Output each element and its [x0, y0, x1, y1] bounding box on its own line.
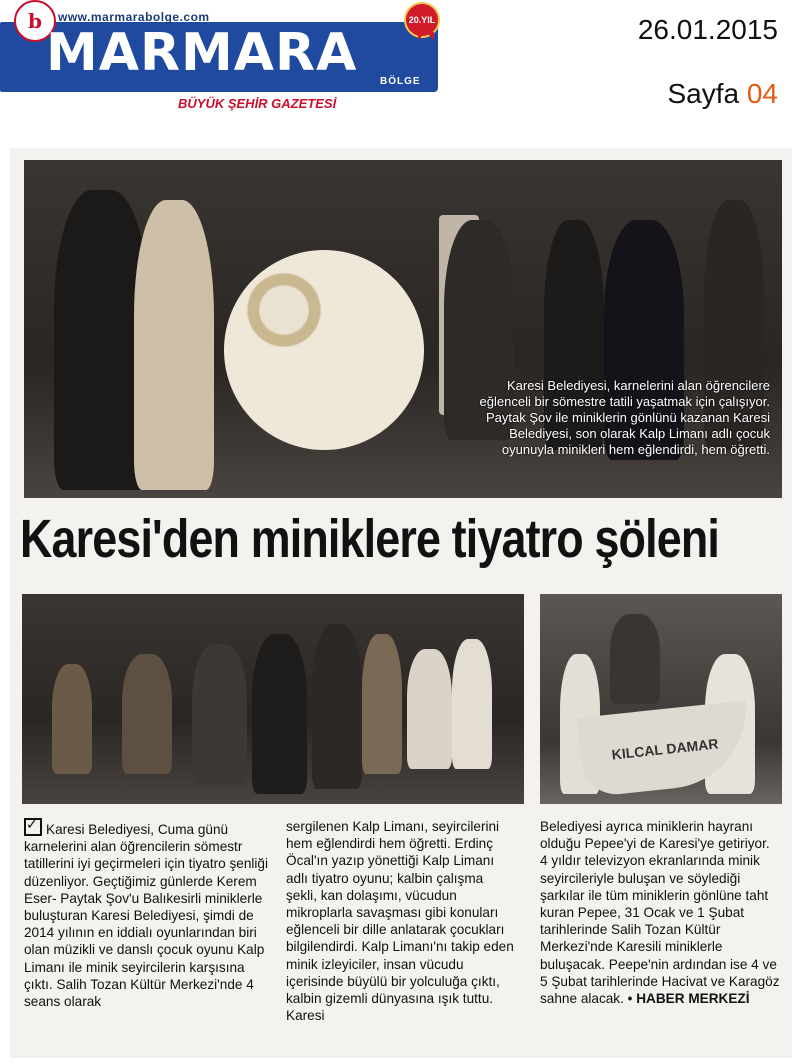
- boat-label: KILCAL DAMAR: [610, 735, 720, 763]
- actor-figure: [252, 634, 307, 794]
- article-column-3: [540, 818, 780, 1007]
- actor-figure: [452, 639, 492, 769]
- column-2-text: sergilenen Kalp Limanı, seyircilerini hem eğlendirdi hem öğretti. Erdinç Öcal'ın yazıp yönettiği Kalp Limanı adlı tiyatro oyunu; kalbin çalışma şekli, kan dolaşımı, vücudun mikroplarla savaşması gibi konuları eğlenceli bir dille anlatarak çocukları bilgilendirdi. Kalp Limanı'nı takip eden minik izleyiciler, insan vücudu içerisinde büyülü bir yolculuğa çıktı, kalbin gizemli dünyasına ışık tuttu. Karesi: [286, 819, 514, 1024]
- publication-date: 26.01.2015: [637, 14, 778, 45]
- newspaper-masthead: [0, 0, 440, 118]
- actor-figure: [610, 614, 660, 704]
- article-column-2: [286, 818, 516, 1024]
- masthead-title: MARMARA: [46, 23, 358, 83]
- bottom-left-stage-photo: [22, 594, 524, 804]
- article-headline: Karesi'den miniklere tiyatro şöleni: [20, 509, 720, 569]
- masthead-subtitle: BÜYÜK ŞEHİR GAZETESİ: [178, 96, 337, 111]
- anniversary-badge-icon: 20.YIL: [404, 2, 440, 38]
- actor-figure: [362, 634, 402, 774]
- page-number: 04: [746, 78, 778, 109]
- actor-figure: [122, 654, 172, 774]
- column-1-text: Karesi Belediyesi, Cuma günü karnelerini alan öğrencilerin sömestr tatillerini iyi geçirmeleri için tiyatro şenliği düzenliyor. Geçtiğimiz günlerde Kerem Eser- Paytak Şov'u Balıkesirli miniklerle buluşturan Karesi Belediyesi, şimdi de 2014 yılının en iddialı oyunlarından biri olan müzikli ve danslı çocuk oyunu Kalp Limanı ile minik seyircilerin karşısına çıktı. Salih Tozan Kültür Merkezi'nde 4 seans olarak: [24, 822, 269, 1010]
- article-byline: • HABER MERKEZİ: [627, 991, 750, 1007]
- article-column-1: [24, 818, 270, 1010]
- checkmark-icon: [24, 818, 42, 836]
- badge-ribbon-icon: [418, 32, 434, 40]
- actor-figure: [52, 664, 92, 774]
- actor-figure: [312, 624, 362, 789]
- actor-figure: [134, 200, 214, 490]
- actor-figure: [407, 649, 452, 769]
- newspaper-logo-icon: b: [14, 0, 56, 42]
- bottom-right-stage-photo: [540, 594, 782, 804]
- masthead-url: www.marmarabolge.com: [58, 10, 210, 24]
- actor-figure: [192, 644, 247, 784]
- page-label: Sayfa: [667, 78, 740, 109]
- photo-caption: Karesi Belediyesi, karnelerini alan öğrencilere eğlenceli bir sömestre tatili yaşatmak için çalışıyor. Paytak Şov ile miniklerin gönlünü kazanan Karesi Belediyesi, son olarak Kalp Limanı adlı çocuk oyunuyla minikleri hem eğlendirdi, hem öğretti.: [479, 378, 770, 457]
- costume-figure: [224, 250, 424, 450]
- column-3-text: Belediyesi ayrıca miniklerin hayranı olduğu Pepee'yi de Karesi'ye getiriyor. 4 yıldır televizyon ekranlarında minik seyircileriyle buluşan ve söylediği şarkılar ile tüm miniklerin gönlüne taht kuran Pepee, 31 Ocak ve 1 Şubat tarihlerinde Salih Tozan Kültür Merkezi'nde Karesili miniklerle buluşacak. Peepe'nin ardından ise 4 ve 5 Şubat tarihlerinde Hacivat ve Karagöz sahne alacak.: [540, 819, 780, 1007]
- masthead-title-small: BÖLGE: [380, 76, 421, 87]
- page-indicator: [667, 78, 778, 110]
